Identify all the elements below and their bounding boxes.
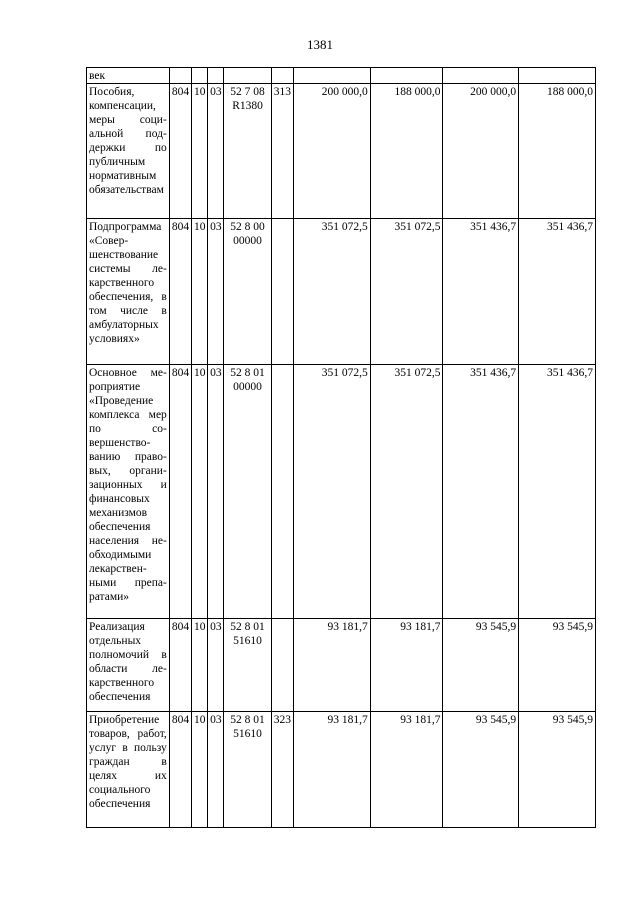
row-name-cell: Реализация отдельных полномочий в области лекарственного обеспечения: [87, 619, 170, 712]
section-code-cell: [192, 68, 208, 84]
table-row: [87, 219, 596, 365]
amount-cell-2: [370, 68, 443, 84]
expense-type-cell: 313: [271, 84, 293, 219]
table-row: [87, 619, 596, 712]
amount-cell-3: 93 545,9: [443, 712, 519, 828]
section-code-cell: 10: [192, 712, 208, 828]
amount-cell-1: 93 181,7: [293, 619, 370, 712]
section-code-cell: 10: [192, 219, 208, 365]
expense-type-cell: [271, 219, 293, 365]
section-code-cell: 10: [192, 84, 208, 219]
section-code-cell: 10: [192, 365, 208, 619]
amount-cell-4: 351 436,7: [519, 219, 596, 365]
table-row: [87, 84, 596, 219]
row-name-cell: Пособия, компенсации, меры социальной поддержки по публичным нормативным обязательствам: [87, 84, 170, 219]
subsection-code-cell: 03: [208, 712, 224, 828]
ved-code-cell: 804: [169, 712, 191, 828]
amount-cell-2: 351 072,5: [370, 365, 443, 619]
amount-cell-4: [519, 68, 596, 84]
amount-cell-3: [443, 68, 519, 84]
amount-cell-1: 200 000,0: [293, 84, 370, 219]
target-article-cell: 52 8 01 51610: [224, 619, 271, 712]
table-row: [87, 712, 596, 828]
expense-type-cell: [271, 365, 293, 619]
table-row: [87, 68, 596, 84]
subsection-code-cell: 03: [208, 619, 224, 712]
amount-cell-4: 188 000,0: [519, 84, 596, 219]
ved-code-cell: [169, 68, 191, 84]
amount-cell-2: 351 072,5: [370, 219, 443, 365]
expense-type-cell: [271, 68, 293, 84]
target-article-cell: 52 8 00 00000: [224, 219, 271, 365]
target-article-cell: 52 8 01 51610: [224, 712, 271, 828]
target-article-cell: 52 8 01 00000: [224, 365, 271, 619]
amount-cell-3: 351 436,7: [443, 219, 519, 365]
ved-code-cell: 804: [169, 84, 191, 219]
section-code-cell: 10: [192, 619, 208, 712]
row-name-cell: Подпрограмма «Совершенствование системы лекарственного обеспечения, в том числе в амбулаторных условиях»: [87, 219, 170, 365]
amount-cell-4: 93 545,9: [519, 619, 596, 712]
amount-cell-3: 93 545,9: [443, 619, 519, 712]
row-name-cell: век: [87, 68, 170, 84]
row-name-cell: Основное мероприятие «Проведение комплекса мер по совершенствованию правовых, организационных и финансовых механизмов обеспечения населения необходимыми лекарственными препаратами»: [87, 365, 170, 619]
subsection-code-cell: 03: [208, 84, 224, 219]
amount-cell-2: 93 181,7: [370, 712, 443, 828]
amount-cell-3: 200 000,0: [443, 84, 519, 219]
amount-cell-1: [293, 68, 370, 84]
target-article-cell: [224, 68, 271, 84]
budget-table: [86, 67, 596, 828]
amount-cell-3: 351 436,7: [443, 365, 519, 619]
row-name-cell: Приобретение товаров, работ, услуг в пользу граждан в целях их социального обеспечения: [87, 712, 170, 828]
amount-cell-2: 93 181,7: [370, 619, 443, 712]
amount-cell-1: 351 072,5: [293, 365, 370, 619]
subsection-code-cell: 03: [208, 365, 224, 619]
amount-cell-1: 93 181,7: [293, 712, 370, 828]
amount-cell-1: 351 072,5: [293, 219, 370, 365]
amount-cell-4: 351 436,7: [519, 365, 596, 619]
expense-type-cell: [271, 619, 293, 712]
subsection-code-cell: [208, 68, 224, 84]
subsection-code-cell: 03: [208, 219, 224, 365]
ved-code-cell: 804: [169, 219, 191, 365]
ved-code-cell: 804: [169, 365, 191, 619]
amount-cell-2: 188 000,0: [370, 84, 443, 219]
table-row: [87, 365, 596, 619]
page-number: 1381: [307, 37, 333, 52]
amount-cell-4: 93 545,9: [519, 712, 596, 828]
ved-code-cell: 804: [169, 619, 191, 712]
target-article-cell: 52 7 08 R1380: [224, 84, 271, 219]
expense-type-cell: 323: [271, 712, 293, 828]
